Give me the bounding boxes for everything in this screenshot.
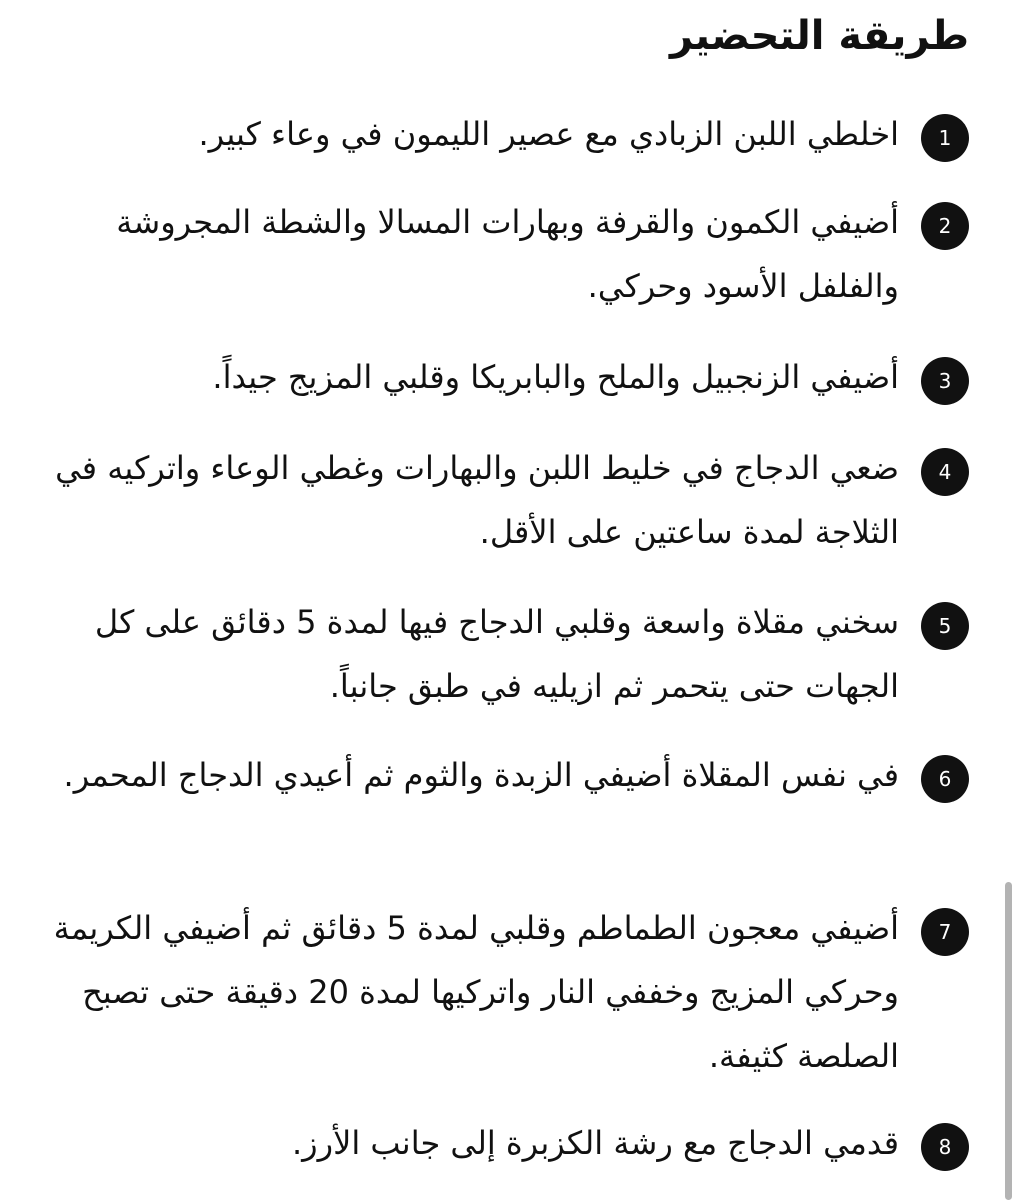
step-number-badge: 7 [921, 908, 969, 956]
step-item [49, 345, 969, 409]
step-number-badge: 6 [921, 755, 969, 803]
step-item [49, 436, 969, 564]
step-item [49, 590, 969, 718]
section-title: طريقة التحضير [669, 13, 969, 59]
step-text: أضيفي الزنجبيل والملح والبابريكا وقلبي المزيج جيداً. [212, 358, 899, 396]
step-text: أضيفي الكمون والقرفة وبهارات المسالا والشطة المجروشة والفلفل الأسود وحركي. [116, 203, 899, 305]
step-text: ضعي الدجاج في خليط اللبن والبهارات وغطي الوعاء واتركيه في الثلاجة لمدة ساعتين على الأقل. [55, 449, 899, 551]
step-number-badge: 1 [921, 114, 969, 162]
step-number-badge: 3 [921, 357, 969, 405]
step-item [49, 743, 969, 807]
vertical-scrollbar[interactable] [1005, 882, 1012, 1200]
step-number-badge: 2 [921, 202, 969, 250]
step-text: سخني مقلاة واسعة وقلبي الدجاج فيها لمدة 5 دقائق على كل الجهات حتى يتحمر ثم ازيليه في طبق جانباً. [94, 603, 899, 705]
step-text: في نفس المقلاة أضيفي الزبدة والثوم ثم أعيدي الدجاج المحمر. [63, 756, 899, 794]
step-item [49, 102, 969, 166]
step-number-badge: 8 [921, 1123, 969, 1171]
step-text: أضيفي معجون الطماطم وقلبي لمدة 5 دقائق ثم أضيفي الكريمة وحركي المزيج وخففي النار واتركيها لمدة 20 دقيقة حتى تصبح الصلصة كثيفة. [53, 909, 899, 1075]
step-number-badge: 5 [921, 602, 969, 650]
step-number-badge: 4 [921, 448, 969, 496]
step-item [49, 1111, 969, 1175]
step-text: اخلطي اللبن الزبادي مع عصير الليمون في وعاء كبير. [198, 115, 899, 153]
step-text: قدمي الدجاج مع رشة الكزبرة إلى جانب الأرز. [291, 1124, 899, 1162]
step-item [49, 190, 969, 318]
step-item [49, 896, 969, 1088]
